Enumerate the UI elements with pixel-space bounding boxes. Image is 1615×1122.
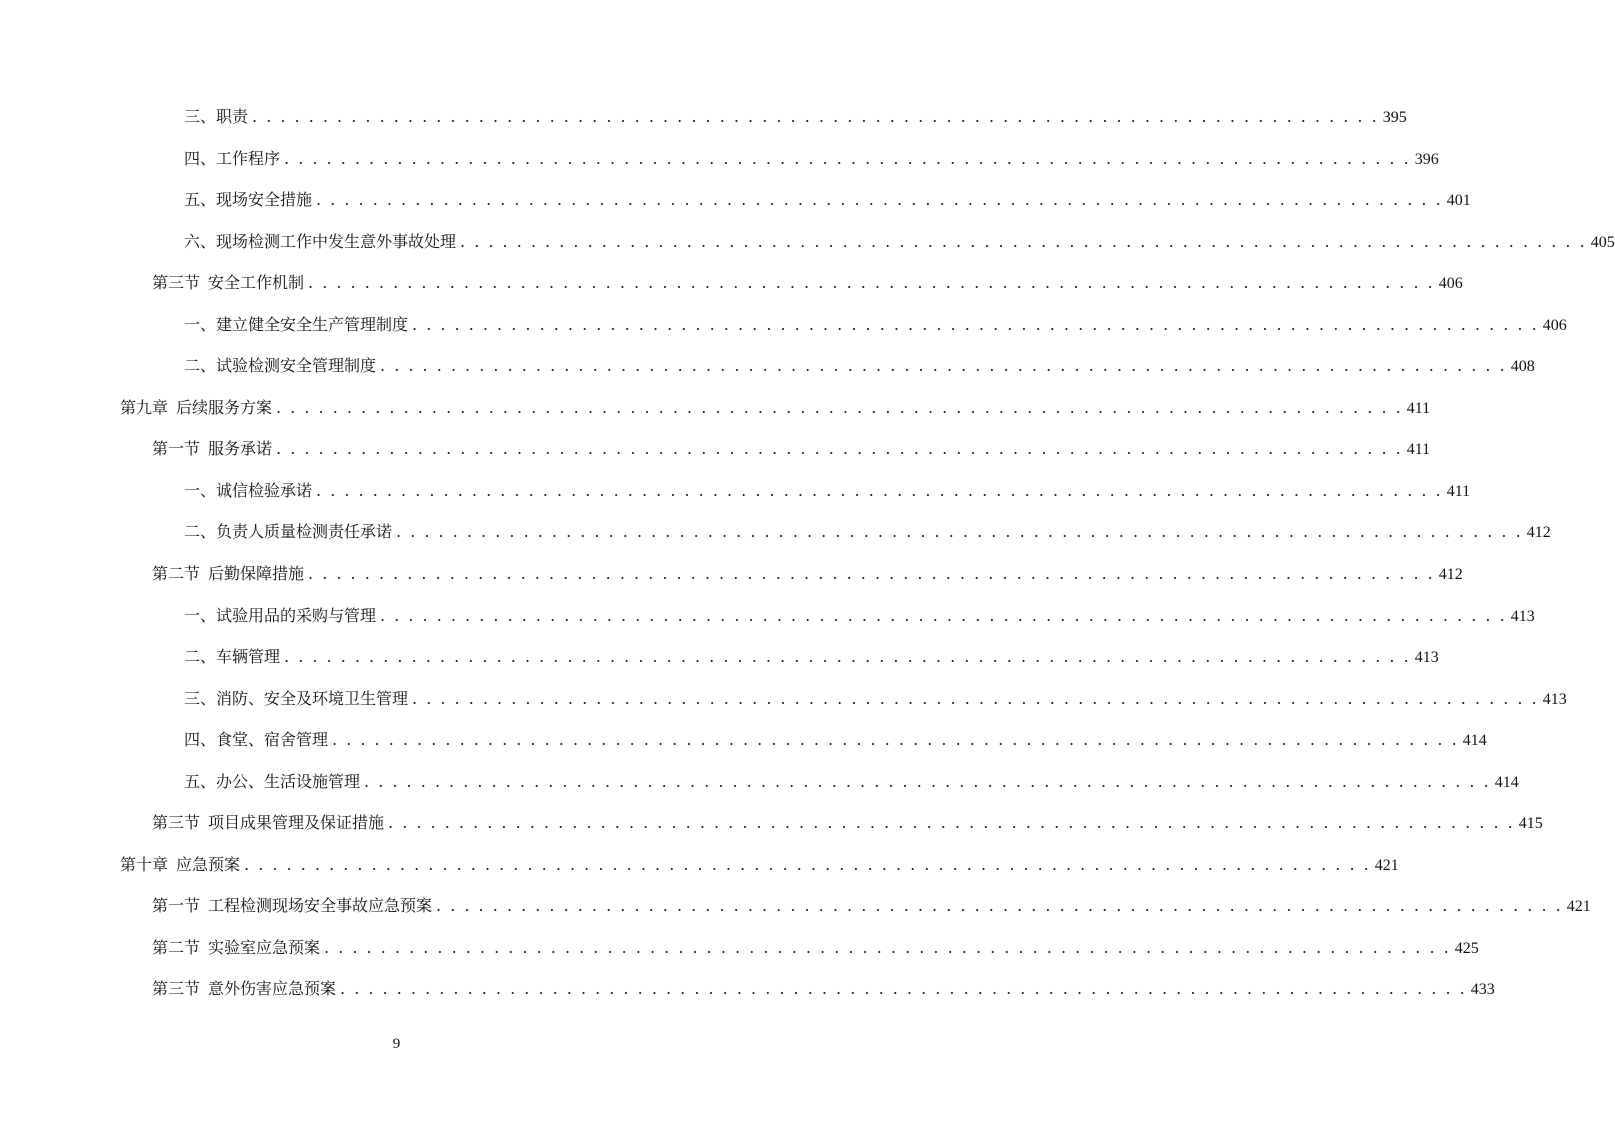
- toc-entry-text: 四、食堂、宿舍管理: [184, 730, 329, 750]
- toc-entry[interactable]: [0, 885, 1591, 927]
- toc-leader-dots: . . . . . . . . . . . . . . . . . . . . . . . . . . . . . . . . . . . . . . . . . . . . . . . . . . . . . . . . . . . . . . . . . . . . . . . . . . . . . . . .: [316, 190, 1443, 210]
- toc-entry[interactable]: [0, 221, 1615, 263]
- toc-entry-title: [184, 761, 360, 803]
- toc-entry-line: [184, 470, 1471, 513]
- toc-entry-line: [152, 802, 1543, 845]
- toc-entry[interactable]: [0, 636, 1439, 678]
- toc-leader-dots: . . . . . . . . . . . . . . . . . . . . . . . . . . . . . . . . . . . . . . . . . . . . . . . . . . . . . . . . . . . . . . . . . . . . . . . . . . . . . . . .: [460, 231, 1587, 251]
- toc-leader-dots: . . . . . . . . . . . . . . . . . . . . . . . . . . . . . . . . . . . . . . . . . . . . . . . . . . . . . . . . . . . . . . . . . . . . . . . . . . . . . . . .: [380, 356, 1507, 376]
- toc-entry-title: [152, 553, 304, 595]
- toc-entry-line: [184, 636, 1439, 679]
- toc-entry[interactable]: [0, 511, 1551, 553]
- toc-leader-dots: . . . . . . . . . . . . . . . . . . . . . . . . . . . . . . . . . . . . . . . . . . . . . . . . . . . . . . . . . . . . . . . . . . . . . . . . . . . . . . . .: [244, 854, 1371, 874]
- toc-entry-line: [152, 927, 1479, 970]
- toc-entry-line: [152, 885, 1591, 928]
- toc-entry[interactable]: [0, 345, 1535, 387]
- toc-entry-line: [184, 595, 1535, 638]
- toc-entry-title: [184, 221, 456, 263]
- toc-entry-page: 425: [1454, 939, 1479, 957]
- toc-entry-line: [184, 761, 1519, 804]
- toc-entry-text: 工程检测现场安全事故应急预案: [208, 896, 433, 916]
- toc-entry-line: [184, 678, 1567, 721]
- toc-entry-title: [184, 595, 376, 637]
- toc-entry-text: 后续服务方案: [176, 397, 273, 417]
- toc-entry-line: [184, 304, 1567, 347]
- toc-entry-number: 第十章: [120, 854, 169, 874]
- toc-entry-title: [152, 927, 320, 969]
- toc-entry-text: 三、职责: [184, 107, 249, 126]
- toc-entry-title: [184, 511, 392, 553]
- toc-entry-title: [184, 470, 312, 512]
- toc-entry[interactable]: [0, 428, 1431, 470]
- toc-entry[interactable]: [0, 470, 1471, 512]
- toc-entry-number: 第一节: [152, 439, 201, 459]
- toc-entry-text: 六、现场检测工作中发生意外事故处理: [184, 231, 457, 251]
- toc-entry-line: [184, 719, 1487, 762]
- page-number: 9: [392, 1036, 401, 1052]
- toc-entry-text: 二、试验检测安全管理制度: [184, 356, 377, 376]
- toc-entry-page: 408: [1510, 358, 1535, 376]
- toc-entry-title: [184, 179, 312, 221]
- toc-entry-page: 401: [1446, 192, 1471, 210]
- toc-entry-page: 411: [1446, 482, 1471, 500]
- toc-entry-line: [184, 221, 1615, 264]
- toc-entry-text: 服务承诺: [208, 439, 273, 459]
- toc-entry-page: 406: [1438, 275, 1463, 293]
- toc-entry-title: [184, 636, 280, 678]
- toc-leader-dots: . . . . . . . . . . . . . . . . . . . . . . . . . . . . . . . . . . . . . . . . . . . . . . . . . . . . . . . . . . . . . . . . . . . . . . . . . . . . . . . .: [332, 730, 1459, 750]
- toc-leader-dots: . . . . . . . . . . . . . . . . . . . . . . . . . . . . . . . . . . . . . . . . . . . . . . . . . . . . . . . . . . . . . . . . . . . . . . . . . . . . . . . .: [436, 896, 1563, 916]
- toc-leader-dots: . . . . . . . . . . . . . . . . . . . . . . . . . . . . . . . . . . . . . . . . . . . . . . . . . . . . . . . . . . . . . . . . . . . . . . . . . . . . . . . .: [308, 273, 1435, 293]
- toc-entry-number: 第九章: [120, 397, 169, 417]
- toc-entry-title: [152, 262, 304, 304]
- toc-entry-text: 后勤保障措施: [208, 564, 305, 584]
- toc-entry-line: [152, 428, 1431, 471]
- toc-leader-dots: . . . . . . . . . . . . . . . . . . . . . . . . . . . . . . . . . . . . . . . . . . . . . . . . . . . . . . . . . . . . . . . . . . . . . . . . . . . . . . . .: [364, 771, 1491, 791]
- toc-leader-dots: . . . . . . . . . . . . . . . . . . . . . . . . . . . . . . . . . . . . . . . . . . . . . . . . . . . . . . . . . . . . . . . . . . . . . . . . . . . . . . . .: [380, 605, 1507, 625]
- toc-entry-line: [120, 844, 1399, 887]
- toc-leader-dots: . . . . . . . . . . . . . . . . . . . . . . . . . . . . . . . . . . . . . . . . . . . . . . . . . . . . . . . . . . . . . . . . . . . . . . . . . . . . . . . .: [308, 564, 1435, 584]
- toc-entry-page: 406: [1542, 316, 1567, 334]
- toc-leader-dots: . . . . . . . . . . . . . . . . . . . . . . . . . . . . . . . . . . . . . . . . . . . . . . . . . . . . . . . . . . . . . . . . . . . . . . . . . . . . . . . .: [388, 813, 1515, 833]
- toc-entry-title: [152, 968, 336, 1010]
- toc-entry-title: [184, 678, 408, 720]
- toc-entry-line: [184, 96, 1407, 139]
- toc-entry-page: 413: [1510, 607, 1535, 625]
- toc-entry-title: [184, 138, 280, 180]
- toc-entry-page: 421: [1566, 898, 1591, 916]
- toc-entry-line: [152, 553, 1463, 596]
- toc-entry-title: [152, 885, 432, 927]
- toc-entry-page: 412: [1526, 524, 1551, 542]
- toc-entry-title: [120, 844, 240, 886]
- toc-entry-page: 433: [1470, 981, 1495, 999]
- toc-entry-text: 意外伤害应急预案: [208, 979, 337, 999]
- toc-entry-page: 415: [1518, 815, 1543, 833]
- toc-leader-dots: . . . . . . . . . . . . . . . . . . . . . . . . . . . . . . . . . . . . . . . . . . . . . . . . . . . . . . . . . . . . . . . . . . . . . . . . . . . . . . . .: [324, 937, 1451, 957]
- toc-entry[interactable]: [0, 304, 1567, 346]
- toc-entry-page: 411: [1406, 441, 1431, 459]
- toc-entry-page: 421: [1374, 856, 1399, 874]
- toc-entry-number: 第二节: [152, 564, 201, 584]
- toc-entry-text: 三、消防、安全及环境卫生管理: [184, 688, 409, 708]
- toc-entry-page: 412: [1438, 566, 1463, 584]
- toc-entry-title: [184, 345, 376, 387]
- toc-entry-title: [184, 96, 248, 138]
- toc-entry[interactable]: [0, 595, 1535, 637]
- toc-entry[interactable]: [0, 802, 1543, 844]
- toc-entry-text: 一、建立健全安全生产管理制度: [184, 314, 409, 334]
- toc-entry-page: 411: [1406, 399, 1431, 417]
- toc-entry-page: 414: [1462, 732, 1487, 750]
- toc-entry[interactable]: [0, 968, 1495, 1010]
- toc-entry-title: [152, 802, 384, 844]
- toc-entry[interactable]: [0, 262, 1463, 304]
- toc-entry-line: [120, 387, 1431, 430]
- toc-entry-title: [120, 387, 272, 429]
- toc-entry-text: 五、办公、生活设施管理: [184, 771, 361, 791]
- toc-entry-title: [152, 428, 272, 470]
- toc-leader-dots: . . . . . . . . . . . . . . . . . . . . . . . . . . . . . . . . . . . . . . . . . . . . . . . . . . . . . . . . . . . . . . . . . . . . . . . . . . . . . . . .: [396, 522, 1523, 542]
- toc-entry[interactable]: [0, 138, 1439, 180]
- toc-entry-page: 396: [1414, 150, 1439, 168]
- toc-entry-page: 414: [1494, 773, 1519, 791]
- toc-entry-text: 二、车辆管理: [184, 647, 281, 667]
- toc-entry-text: 实验室应急预案: [208, 937, 321, 957]
- toc-entry-line: [184, 511, 1551, 554]
- toc-entry-title: [184, 304, 408, 346]
- toc-entry-text: 一、试验用品的采购与管理: [184, 605, 377, 625]
- toc-entry-number: 第三节: [152, 273, 201, 293]
- toc-leader-dots: . . . . . . . . . . . . . . . . . . . . . . . . . . . . . . . . . . . . . . . . . . . . . . . . . . . . . . . . . . . . . . . . . . . . . . . . . . . . . . . .: [276, 439, 1403, 459]
- toc-entry[interactable]: [0, 761, 1519, 803]
- toc-entry[interactable]: [0, 844, 1399, 886]
- toc-entry-number: 第二节: [152, 937, 201, 957]
- toc-leader-dots: . . . . . . . . . . . . . . . . . . . . . . . . . . . . . . . . . . . . . . . . . . . . . . . . . . . . . . . . . . . . . . . . . . . . . . . . . . . . . . . .: [412, 688, 1539, 708]
- toc-leader-dots: . . . . . . . . . . . . . . . . . . . . . . . . . . . . . . . . . . . . . . . . . . . . . . . . . . . . . . . . . . . . . . . . . . . . . . . . . . . . . . . .: [284, 647, 1411, 667]
- toc-entry-text: 一、诚信检验承诺: [184, 480, 313, 500]
- toc-entry-line: [152, 968, 1495, 1011]
- toc-entry-title: [184, 719, 328, 761]
- toc-entry-line: [152, 262, 1463, 305]
- toc-entry-page: 395: [1382, 109, 1407, 126]
- toc-entry-number: 第一节: [152, 896, 201, 916]
- toc-entry-line: [184, 345, 1535, 388]
- toc-entry-text: 应急预案: [176, 854, 241, 874]
- toc-entry-line: [184, 179, 1471, 222]
- toc-entry[interactable]: [0, 179, 1471, 221]
- toc-entry-page: 413: [1414, 649, 1439, 667]
- toc-leader-dots: . . . . . . . . . . . . . . . . . . . . . . . . . . . . . . . . . . . . . . . . . . . . . . . . . . . . . . . . . . . . . . . . . . . . . . . . . . . . . . . .: [276, 397, 1403, 417]
- toc-entry-line: [184, 138, 1439, 181]
- toc-entry-text: 安全工作机制: [208, 273, 305, 293]
- toc-entry-text: 四、工作程序: [184, 148, 281, 168]
- toc-entry[interactable]: [0, 719, 1487, 761]
- toc-entry[interactable]: [0, 387, 1431, 429]
- toc-entry[interactable]: [0, 96, 1407, 138]
- toc-entry-number: 第三节: [152, 979, 201, 999]
- toc-entry[interactable]: [0, 927, 1479, 969]
- toc-entry-number: 第三节: [152, 813, 201, 833]
- toc-leader-dots: . . . . . . . . . . . . . . . . . . . . . . . . . . . . . . . . . . . . . . . . . . . . . . . . . . . . . . . . . . . . . . . . . . . . . . . . . . . . . . . .: [340, 979, 1467, 999]
- toc-entry-text: 五、现场安全措施: [184, 190, 313, 210]
- toc-entry[interactable]: [0, 678, 1567, 720]
- toc-entry[interactable]: [0, 553, 1463, 595]
- toc-entry-page: 405: [1590, 233, 1615, 251]
- toc-leader-dots: . . . . . . . . . . . . . . . . . . . . . . . . . . . . . . . . . . . . . . . . . . . . . . . . . . . . . . . . . . . . . . . . . . . . . . . . . . . . . . . .: [284, 148, 1411, 168]
- toc-leader-dots: . . . . . . . . . . . . . . . . . . . . . . . . . . . . . . . . . . . . . . . . . . . . . . . . . . . . . . . . . . . . . . . . . . . . . . . . . . . . . . . .: [252, 107, 1379, 126]
- toc-leader-dots: . . . . . . . . . . . . . . . . . . . . . . . . . . . . . . . . . . . . . . . . . . . . . . . . . . . . . . . . . . . . . . . . . . . . . . . . . . . . . . . .: [316, 480, 1443, 500]
- toc-entry-page: 413: [1542, 690, 1567, 708]
- toc-entry-text: 项目成果管理及保证措施: [208, 813, 385, 833]
- toc-entry-text: 二、负责人质量检测责任承诺: [184, 522, 393, 542]
- table-of-contents: [0, 96, 1615, 1010]
- toc-leader-dots: . . . . . . . . . . . . . . . . . . . . . . . . . . . . . . . . . . . . . . . . . . . . . . . . . . . . . . . . . . . . . . . . . . . . . . . . . . . . . . . .: [412, 314, 1539, 334]
